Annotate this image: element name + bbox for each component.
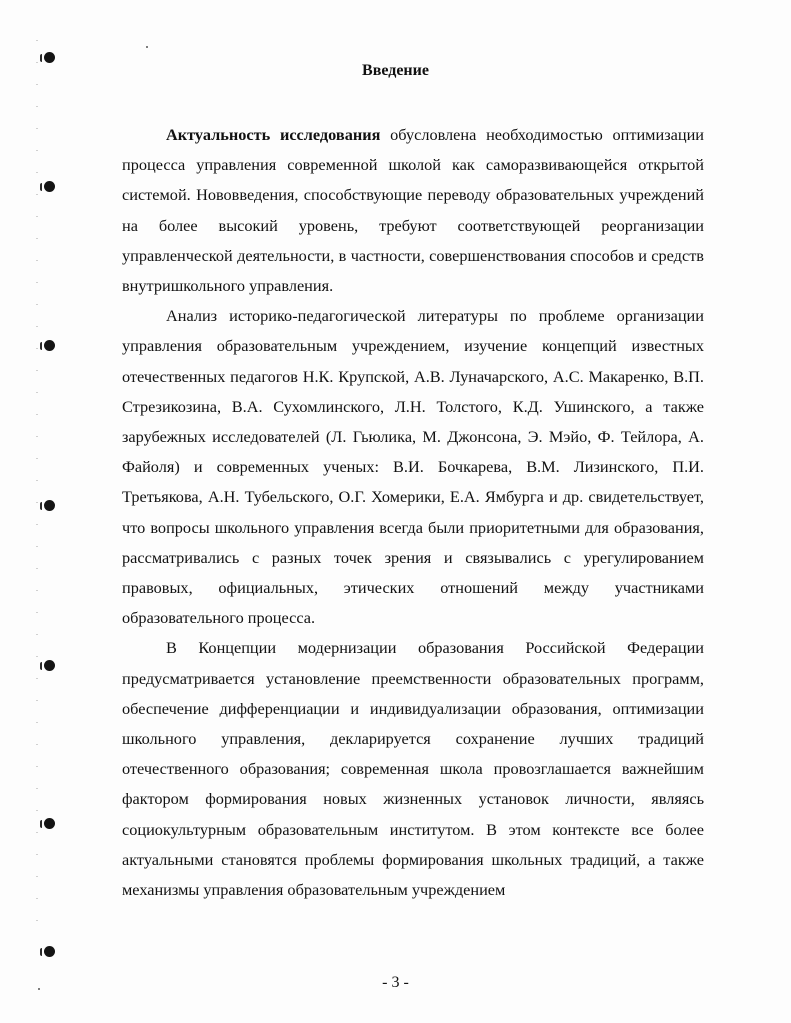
paragraph-relevance — [122, 120, 704, 301]
binder-hole-mark — [44, 500, 55, 511]
body-text — [122, 120, 704, 905]
paragraph-literature-analysis — [122, 301, 704, 633]
binder-hole-mark — [44, 946, 55, 957]
page-number: - 3 - — [382, 974, 409, 991]
binder-hole-mark — [44, 340, 55, 351]
scan-speck — [146, 46, 148, 48]
paragraph-text: Анализ историко-педагогической литературы по проблеме организации управления образовательным учреждением, изучение концепций известных отечественных педагогов Н.К. Крупской, А.В. Луначарского, А.С. Макаренко, В.П. Стрезикозина, В.А. Сухомлинского, Л.Н. Толстого, К.Д. Ушинского, а также зарубежных исследователей (Л. Гьюлика, М. Джонсона, Э. Мэйо, Ф. Тейлора, А. Файоля) и современных ученых: В.И. Бочкарева, В.М. Лизинского, П.И. Третьякова, А.Н. Тубельского, О.Г. Хомерики, Е.А. Ямбурга и др. свидетельствует, что вопросы школьного управления всегда были приоритетными для образования, рассматривались с разных точек зрения и связывались с урегулированием правовых, официальных, этических отношений между участниками образовательного процесса. — [122, 306, 704, 628]
paragraph-text: обусловлена необходимостью оптимизации процесса управления современной школой как саморазвивающейся открытой системой. Нововведения, способствующие переводу образовательных учреждений на более высокий уровень, требуют соответствующей реорганизации управленческой деятельности, в частности, совершенствования способов и средств внутришкольного управления. — [122, 125, 704, 296]
paragraph-text: В Концепции модернизации образования Российской Федерации предусматривается установление преемственности образовательных программ, обеспечение дифференциации и индивидуализации образования, оптимизации школьного управления, декларируется сохранение лучших традиций отечественного образования; современная школа провозглашается важнейшим фактором формирования новых жизненных установок личности, являясь социокультурным образовательным институтом. В этом контексте все более актуальными становятся проблемы формирования школьных традиций, а также механизмы управления образовательным учреждением — [122, 638, 704, 900]
paragraph-lead: Актуальность исследования — [166, 125, 381, 144]
page-title: Введение — [362, 62, 429, 79]
scan-margin-marks — [36, 40, 38, 940]
binder-hole-mark — [44, 181, 55, 192]
paragraph-modernization-concept — [122, 633, 704, 905]
binder-hole-mark — [44, 660, 55, 671]
binder-hole-mark — [44, 818, 55, 829]
